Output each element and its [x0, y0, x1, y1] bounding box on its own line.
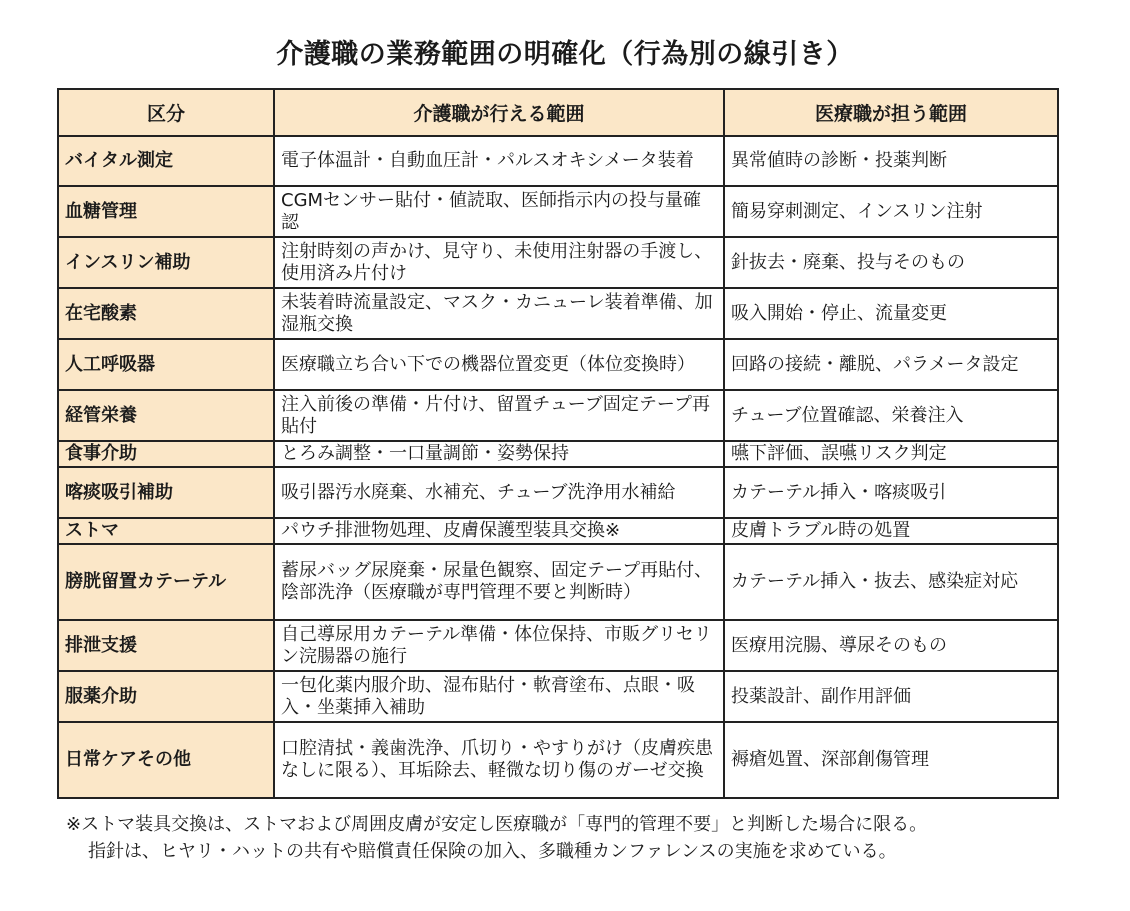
footnote-ostomy: ※ストマ装具交換は、ストマおよび周囲皮膚が安定し医療職が「専門的管理不要」と判断した場合に限る。 [66, 814, 928, 835]
table-row [58, 237, 1058, 288]
row-care-scope: 電子体温計・自動血圧計・パルスオキシメータ装着 [274, 136, 724, 186]
row-medical-scope: カテーテル挿入・抜去、感染症対応 [724, 544, 1058, 620]
row-category: 日常ケアその他 [58, 722, 274, 798]
row-care-scope: 注射時刻の声かけ、見守り、未使用注射器の手渡し、使用済み片付け [274, 237, 724, 288]
scope-table [57, 88, 1059, 799]
row-category: 食事介助 [58, 441, 274, 467]
row-category: 膀胱留置カテーテル [58, 544, 274, 620]
table-row [58, 186, 1058, 237]
row-care-scope: CGMセンサー貼付・値読取、医師指示内の投与量確認 [274, 186, 724, 237]
table-row [58, 467, 1058, 518]
row-medical-scope: 吸入開始・停止、流量変更 [724, 288, 1058, 339]
table-header-row [58, 89, 1058, 136]
page-title: 介護職の業務範囲の明確化（行為別の線引き） [276, 39, 854, 70]
row-medical-scope: 嚥下評価、誤嚥リスク判定 [724, 441, 1058, 467]
row-medical-scope: 医療用浣腸、導尿そのもの [724, 620, 1058, 671]
row-medical-scope: カテーテル挿入・喀痰吸引 [724, 467, 1058, 518]
table-row [58, 518, 1058, 544]
row-care-scope: 自己導尿用カテーテル準備・体位保持、市販グリセリン浣腸器の施行 [274, 620, 724, 671]
row-care-scope: 未装着時流量設定、マスク・カニューレ装着準備、加湿瓶交換 [274, 288, 724, 339]
table-row [58, 620, 1058, 671]
row-care-scope: 吸引器汚水廃棄、水補充、チューブ洗浄用水補給 [274, 467, 724, 518]
row-care-scope: 蓄尿バッグ尿廃棄・尿量色観察、固定テープ再貼付、陰部洗浄（医療職が専門管理不要と判断時） [274, 544, 724, 620]
row-category: 排泄支援 [58, 620, 274, 671]
row-category: 服薬介助 [58, 671, 274, 722]
row-care-scope: とろみ調整・一口量調節・姿勢保持 [274, 441, 724, 467]
row-category: 人工呼吸器 [58, 339, 274, 390]
row-medical-scope: 異常値時の診断・投薬判断 [724, 136, 1058, 186]
row-medical-scope: 褥瘡処置、深部創傷管理 [724, 722, 1058, 798]
row-medical-scope: 回路の接続・離脱、パラメータ設定 [724, 339, 1058, 390]
footnotes [66, 811, 1066, 865]
row-category: インスリン補助 [58, 237, 274, 288]
row-category: バイタル測定 [58, 136, 274, 186]
row-care-scope: パウチ排泄物処理、皮膚保護型装具交換※ [274, 518, 724, 544]
row-medical-scope: チューブ位置確認、栄養注入 [724, 390, 1058, 441]
table-row [58, 671, 1058, 722]
row-care-scope: 注入前後の準備・片付け、留置チューブ固定テープ再貼付 [274, 390, 724, 441]
table-row [58, 390, 1058, 441]
row-care-scope: 医療職立ち合い下での機器位置変更（体位変換時） [274, 339, 724, 390]
row-category: 経管栄養 [58, 390, 274, 441]
header-category: 区分 [58, 89, 274, 136]
row-category: 在宅酸素 [58, 288, 274, 339]
header-care-scope: 介護職が行える範囲 [274, 89, 724, 136]
row-category: 血糖管理 [58, 186, 274, 237]
row-care-scope: 口腔清拭・義歯洗浄、爪切り・やすりがけ（皮膚疾患なしに限る）、耳垢除去、軽微な切り傷のガーゼ交換 [274, 722, 724, 798]
row-medical-scope: 投薬設計、副作用評価 [724, 671, 1058, 722]
row-medical-scope: 針抜去・廃棄、投与そのもの [724, 237, 1058, 288]
footnote-guideline: 指針は、ヒヤリ・ハットの共有や賠償責任保険の加入、多職種カンファレンスの実施を求めている。 [88, 841, 897, 862]
table-row [58, 544, 1058, 620]
table-row [58, 441, 1058, 467]
table-row [58, 339, 1058, 390]
row-medical-scope: 簡易穿刺測定、インスリン注射 [724, 186, 1058, 237]
row-category: 喀痰吸引補助 [58, 467, 274, 518]
row-medical-scope: 皮膚トラブル時の処置 [724, 518, 1058, 544]
table-row [58, 288, 1058, 339]
table-row [58, 722, 1058, 798]
row-care-scope: 一包化薬内服介助、湿布貼付・軟膏塗布、点眼・吸入・坐薬挿入補助 [274, 671, 724, 722]
header-medical-scope: 医療職が担う範囲 [724, 89, 1058, 136]
table-row [58, 136, 1058, 186]
row-category: ストマ [58, 518, 274, 544]
